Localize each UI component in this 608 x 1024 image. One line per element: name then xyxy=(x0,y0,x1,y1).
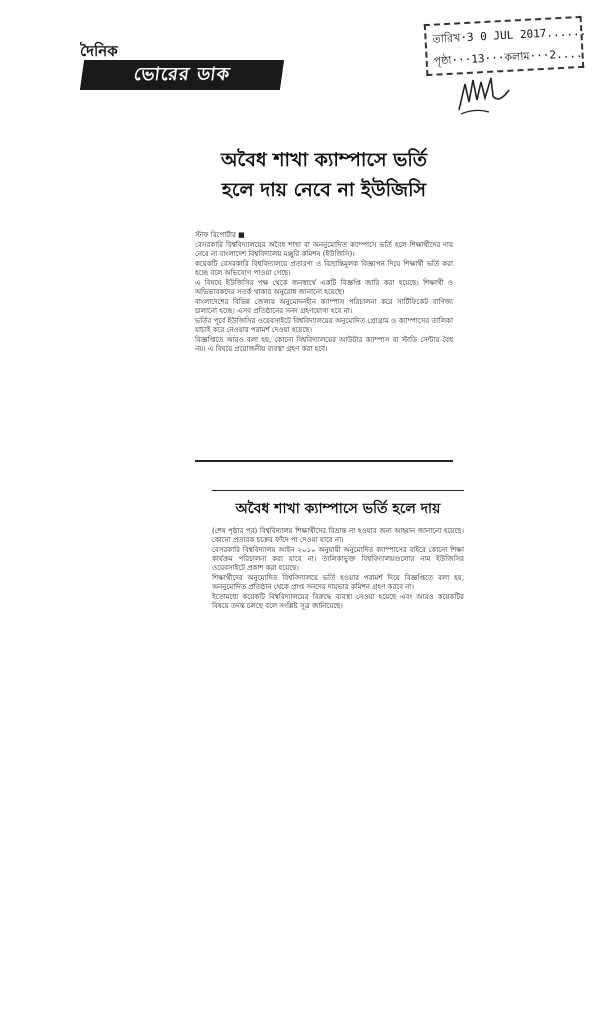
stamp-date-value: 3 0 JUL 2017 xyxy=(466,26,547,44)
stamp-column-label: কলাম xyxy=(504,49,530,64)
stamp-page-row: পৃষ্ঠা···13···কলাম···2.... xyxy=(433,46,583,68)
article-main xyxy=(195,145,453,355)
signature-scribble xyxy=(455,70,515,120)
article-main-paragraph: বেসরকারি বিশ্ববিদ্যালয়ের অবৈধ শাখা বা অননুমোদিত ক্যাম্পাসে ভর্তি হলে শিক্ষার্থীদের দায় নেবে না বাংলাদেশ বিশ্ববিদ্যালয় মঞ্জুরি কমিশন (ইউজিসি)। xyxy=(195,241,453,258)
headline-line-2: হলে দায় নেবে না ইউজিসি xyxy=(221,179,427,201)
article-continuation-paragraph: বেসরকারি বিশ্ববিদ্যালয় আইন ২০১০ অনুযায়ী অনুমোদিত ক্যাম্পাসের বাইরে কোনো শিক্ষা কার্যক্রম পরিচালনা করা যাবে না। তালিকাভুক্ত বিশ্ববিদ্যালয়গুলোর নাম ইউজিসির ওয়েবসাইটে প্রকাশ করা হয়েছে। xyxy=(212,546,464,572)
stamp-date-row: তারিখ·3 0 JUL 2017...... xyxy=(432,24,587,46)
article-continuation-top-rule xyxy=(212,490,464,491)
newspaper-prefix: দৈনিক xyxy=(80,42,118,60)
article-main-paragraph: ভর্তির পূর্বে ইউজিসির ওয়েবসাইটে বিশ্ববিদ্যালয়ের অনুমোদিত প্রোগ্রাম ও ক্যাম্পাসের তালিকা যাচাই করে নেওয়ার পরামর্শ দেওয়া হয়েছে। xyxy=(195,317,453,334)
article-main-paragraph: স্টাফ রিপোর্টার ■ xyxy=(195,231,245,239)
article-main-paragraph: এ বিষয়ে ইউজিসির পক্ষ থেকে জনস্বার্থে একটি বিজ্ঞপ্তি জারি করা হয়েছে। শিক্ষার্থী ও অভিভাবকদের সতর্ক থাকার অনুরোধ জানানো হয়েছে। xyxy=(195,279,453,296)
article-continuation xyxy=(212,497,464,612)
article-main-bottom-rule xyxy=(195,460,453,462)
stamp-column-value: 2 xyxy=(549,48,557,62)
article-continuation-paragraph: (শেষ পৃষ্ঠার পর) বিশ্ববিদ্যালয় শিক্ষার্থীদের বিভ্রান্ত না হওয়ার জন্য আহ্বান জানানো হয়েছে। কোনো প্রতারক চক্রের ফাঁদে পা দেওয়া যাবে না। xyxy=(212,527,464,544)
article-main-paragraph: বাংলাদেশের বিভিন্ন জেলায় অনুমোদনহীন ক্যাম্পাস পরিচালনা করে সার্টিফিকেট বাণিজ্য চালানো হচ্ছে। এসব প্রতিষ্ঠানের সনদ গ্রহণযোগ্য হবে না। xyxy=(195,298,453,315)
article-continuation-paragraph: ইতোমধ্যে কয়েকটি বিশ্ববিদ্যালয়ের বিরুদ্ধে ব্যবস্থা নেওয়া হয়েছে এবং আরও কয়েকটির বিষয়ে তদন্ত চলছে বলে সংশ্লিষ্ট সূত্র জানিয়েছে। xyxy=(212,593,464,610)
stamp-page-value: 13 xyxy=(471,52,485,66)
article-continuation-paragraph: শিক্ষার্থীদের অনুমোদিত বিশ্ববিদ্যালয়ে ভর্তি হওয়ার পরামর্শ দিয়ে বিজ্ঞপ্তিতে বলা হয়, অননুমোদিত প্রতিষ্ঠান থেকে প্রাপ্ত সনদের দায়ভার কমিশন গ্রহণ করবে না। xyxy=(212,574,464,591)
stamp-date-label: তারিখ xyxy=(432,31,461,46)
article-main-paragraph: কয়েকটি বেসরকারি বিশ্ববিদ্যালয়ে প্রতারণা ও বিভ্রান্তিমূলক বিজ্ঞাপন দিয়ে শিক্ষার্থী ভর্তি করা হচ্ছে বলে অভিযোগ পাওয়া গেছে। xyxy=(195,260,453,277)
archive-stamp xyxy=(424,16,585,76)
article-main-paragraph: বিজ্ঞপ্তিতে আরও বলা হয়, কোনো বিশ্ববিদ্যালয়ের আউটার ক্যাম্পাস বা স্টাডি সেন্টার বৈধ নয়। এ বিষয়ে প্রয়োজনীয় ব্যবস্থা গ্রহণ করা হবে। xyxy=(195,336,453,353)
newspaper-name: ভোরের ডাক xyxy=(80,60,284,90)
article-main-headline xyxy=(195,145,453,205)
stamp-page-label: পৃষ্ঠা xyxy=(433,53,452,68)
headline-line-1: অবৈধ শাখা ক্যাম্পাসে ভর্তি xyxy=(220,149,428,171)
article-continuation-headline: অবৈধ শাখা ক্যাম্পাসে ভর্তি হলে দায় xyxy=(235,501,441,517)
